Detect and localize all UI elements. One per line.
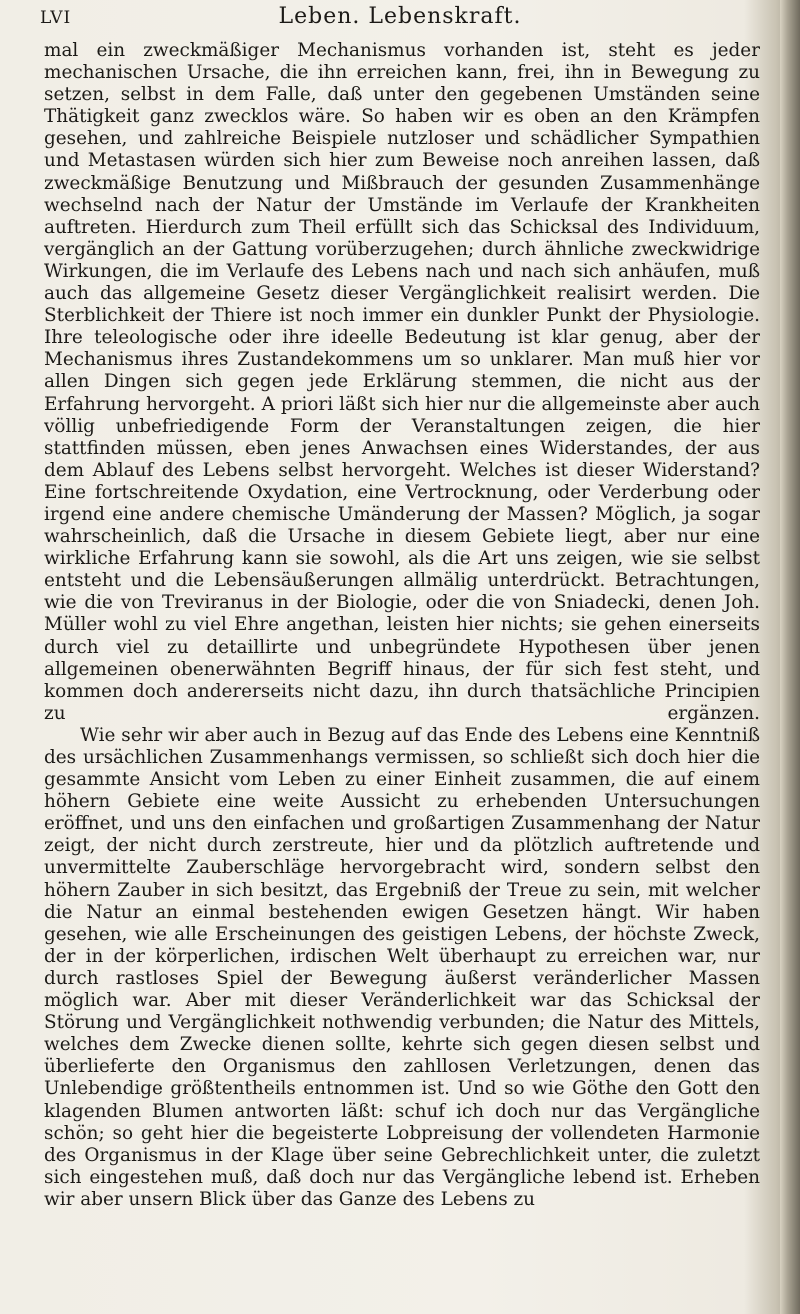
running-head: Leben. Lebenskraft. <box>278 4 522 29</box>
page-number: LVI <box>40 8 72 28</box>
page-edge <box>780 0 800 1314</box>
paragraph: Wie sehr wir aber auch in Bezug auf das Ende des Lebens eine Kenntniß des ursächlichen Zusammenhangs vermissen, so schließt sich doch hier die gesammte Ansicht vom Leben zu einer Einheit zusammen, die auf einem höhern Gebiete eine weite Aussicht zu erhebenden Untersuchungen eröffnet, und uns den einfachen und großartigen Zusammenhang der Natur zeigt, der nicht durch zerstreute, hier und da plötzlich auftretende und unvermittelte Zauberschläge hervorgebracht wird, sondern selbst den höhern Zauber in sich besitzt, das Ergebniß der Treue zu sein, mit welcher die Natur an einmal bestehenden ewigen Gesetzen hängt. Wir haben gesehen, wie alle Erscheinungen des geistigen Lebens, der höchste Zweck, der in der körperlichen, irdischen Welt überhaupt zu erreichen war, nur durch rastloses Spiel der Bewegung äußerst veränderlicher Massen möglich war. Aber mit dieser Veränderlichkeit war das Schicksal der Störung und Vergänglichkeit nothwendig verbunden; die Natur des Mittels, welches dem Zwecke dienen sollte, kehrte sich gegen diesen selbst und überlieferte den Organismus den zahllosen Verletzungen, denen das Unlebendige größtentheils entnommen ist. Und so wie Göthe den Gott den klagenden Blumen antworten läßt: schuf ich doch nur das Vergängliche schön; so geht hier die begeisterte Lobpreisung der vollendeten Harmonie des Organismus in der Klage über seine Gebrechlichkeit unter, die zuletzt sich eingestehen muß, daß doch nur das Vergängliche lebend ist. Erheben wir aber unsern Blick über das Ganze des Lebens zu <box>44 724 760 1210</box>
page-header <box>40 4 760 34</box>
paragraph: mal ein zweckmäßiger Mechanismus vorhanden ist, steht es jeder mechanischen Ursache, die ihn erreichen kann, frei, ihn in Bewegung zu setzen, selbst in dem Falle, daß unter den gegebenen Umständen seine Thätigkeit ganz zwecklos wäre. So haben wir es oben an den Krämpfen gesehen, und zahlreiche Beispiele nutzloser und schädlicher Sympathien und Metastasen würden sich hier zum Beweise noch anreihen lassen, daß zweckmäßige Benutzung und Mißbrauch der gesunden Zusammenhänge wechselnd nach der Natur der Umstände im Verlaufe der Krankheiten auftreten. Hierdurch zum Theil erfüllt sich das Schicksal des Individuum, vergänglich an der Gattung vorüberzugehen; durch ähnliche zweckwidrige Wirkungen, die im Verlaufe des Lebens nach und nach sich anhäufen, muß auch das allgemeine Gesetz dieser Vergänglichkeit realisirt werden. Die Sterblichkeit der Thiere ist noch immer ein dunkler Punkt der Physiologie. Ihre teleologische oder ihre ideelle Bedeutung ist klar genug, aber der Mechanismus ihres Zustandekommens um so unklarer. Man muß hier vor allen Dingen sich gegen jede Erklärung stemmen, die nicht aus der Erfahrung hervorgeht. A priori läßt sich hier nur die allgemeinste aber auch völlig unbefriedigende Form der Veranstaltungen zeigen, die hier stattfinden müssen, eben jenes Anwachsen eines Widerstandes, der aus dem Ablauf des Lebens selbst hervorgeht. Welches ist dieser Widerstand? Eine fortschreitende Oxydation, eine Vertrocknung, oder Verderbung oder irgend eine andere chemische Umänderung der Massen? Möglich, ja sogar wahrscheinlich, daß die Ursache in diesem Gebiete liegt, aber nur eine wirkliche Erfahrung kann sie sowohl, als die Art uns zeigen, wie sie selbst entsteht und die Lebensäußerungen allmälig unterdrückt. Betrachtungen, wie die von Treviranus in der Biologie, oder die von Sniadecki, denen Joh. Müller wohl zu viel Ehre angethan, leisten hier nichts; sie gehen einerseits durch viel zu detaillirte und unbegründete Hypothesen über jenen allgemeinen obenerwähnten Begriff hinaus, der für sich fest steht, und kommen doch andererseits nicht dazu, ihn durch thatsächliche Principien zu ergänzen. <box>44 40 760 724</box>
body-text <box>44 40 760 1305</box>
